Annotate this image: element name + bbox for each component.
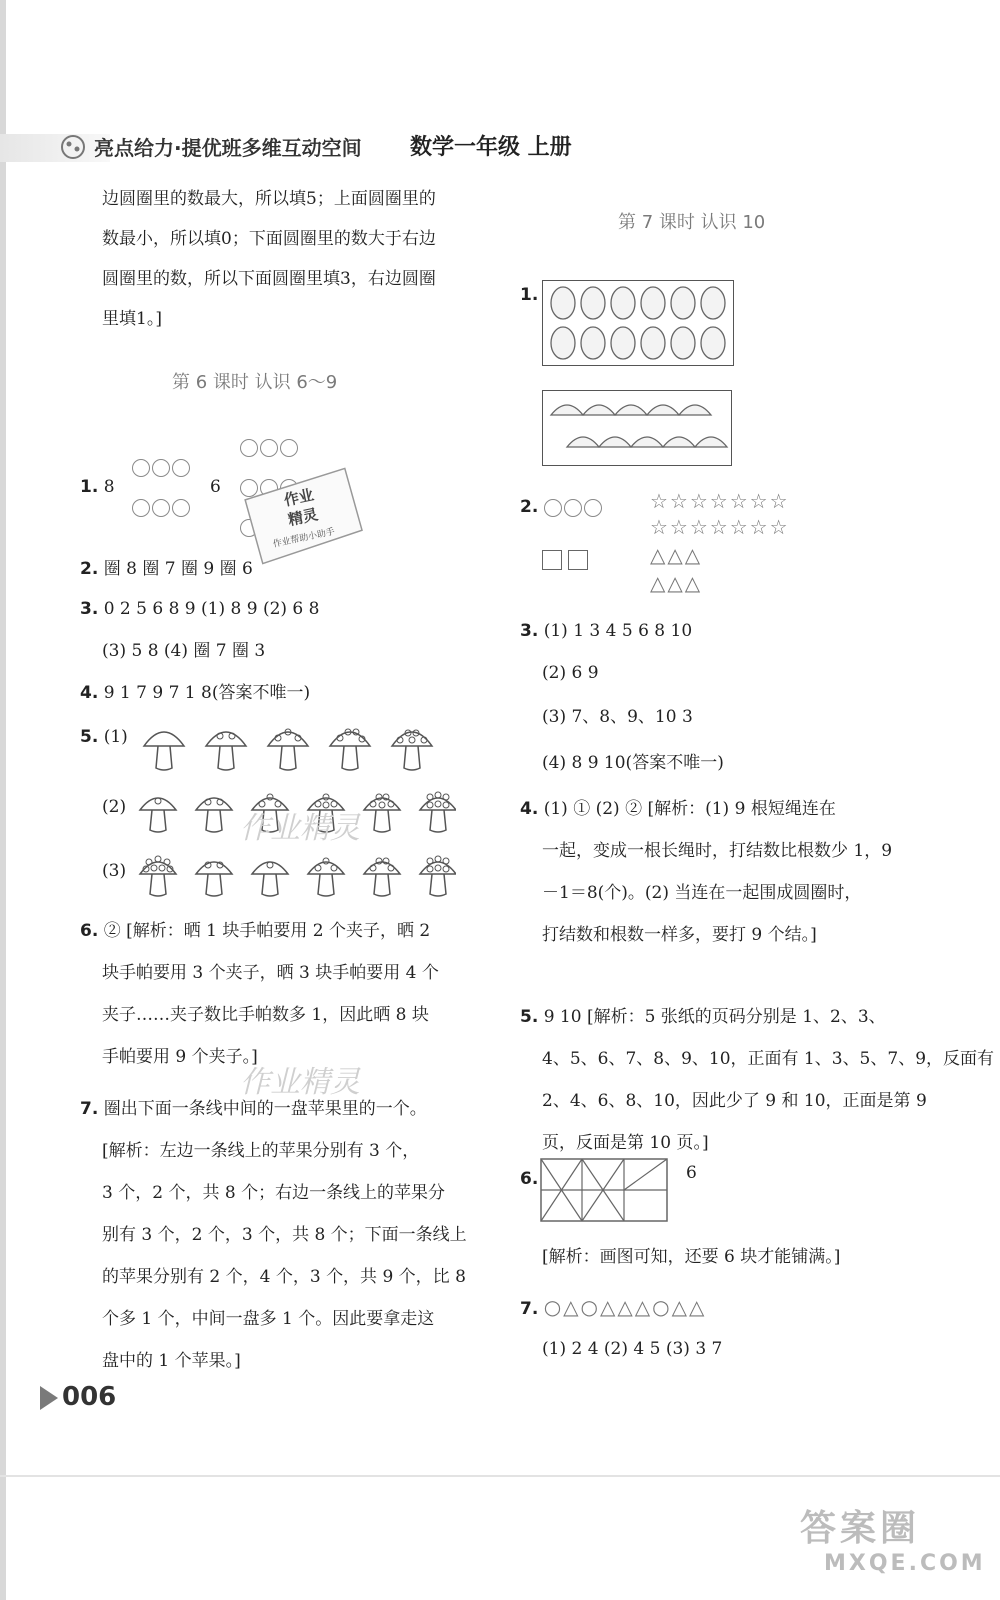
question-number: 1. xyxy=(520,285,539,305)
triangles-row: △△△ xyxy=(650,571,703,595)
watermark-url: MXQE.COM xyxy=(824,1551,986,1576)
brand-logo-icon xyxy=(58,132,88,162)
stars-row: ☆☆☆☆☆☆☆ xyxy=(650,515,790,539)
circle-icon xyxy=(172,499,190,517)
q6-line: 手帕要用 9 个夹子。] xyxy=(102,1047,258,1067)
q3-line1 xyxy=(80,598,319,620)
stamp-text: 精灵 xyxy=(286,505,320,530)
question-number: 5. xyxy=(520,1007,539,1027)
question-number: 4. xyxy=(520,799,539,819)
r-q7 xyxy=(520,1296,706,1320)
r-q3-text: (1) 1 3 4 5 6 8 10 xyxy=(543,621,693,641)
intro-line: 圆圈里的数，所以下面圆圈里填3，右边圆圈 xyxy=(102,269,436,289)
circle-icon xyxy=(152,499,170,517)
q5-part-label: (1) xyxy=(103,727,128,747)
mushroom-icon xyxy=(364,794,400,832)
intro-line: 数最小，所以填0；下面圆圈里的数大于右边 xyxy=(102,229,436,249)
q6-line: 夹子……夹子数比手帕数多 1，因此晒 8 块 xyxy=(102,1005,429,1025)
header-subject: 数学一年级 上册 xyxy=(410,135,572,160)
q7-line: [解析：左边一条线上的苹果分别有 3 个， xyxy=(102,1141,420,1161)
r-q5-line: 4、5、6、7、8、9、10，正面有 1、3、5、7、9，反面有 xyxy=(542,1049,995,1069)
question-number: 3. xyxy=(80,599,99,619)
page-number xyxy=(40,1382,116,1412)
mushroom-icon xyxy=(140,856,176,896)
squares-row xyxy=(542,548,594,570)
r-q3-line xyxy=(520,620,692,642)
question-number: 3. xyxy=(520,621,539,641)
q7-line: 盘中的 1 个苹果。] xyxy=(102,1351,241,1371)
mushroom-icon xyxy=(206,732,246,770)
intro-line: 里填1。] xyxy=(102,309,162,329)
r-q4-line: －1＝8(个)。(2) 当连在一起围成圆圈时， xyxy=(542,883,862,903)
pepper-box xyxy=(542,280,734,366)
mushroom-icon xyxy=(252,862,288,896)
q4 xyxy=(80,682,310,704)
r-q2 xyxy=(520,496,604,518)
q1-answer-a: 8 xyxy=(103,477,115,497)
watermark-title: 答案圈 xyxy=(800,1508,921,1549)
q5-part2: (2) xyxy=(102,797,127,817)
mushroom-icon xyxy=(420,792,456,832)
shapes-row: ○△○△△△○△△ xyxy=(543,1295,707,1319)
r-q5-line xyxy=(520,1006,886,1028)
circle-icon xyxy=(544,499,562,517)
mushroom-icon xyxy=(308,858,344,896)
pepper-group xyxy=(543,281,733,365)
question-number: 5. xyxy=(80,727,99,747)
mushroom-icon xyxy=(268,729,308,770)
question-number: 4. xyxy=(80,683,99,703)
q7-line: 的苹果分别有 2 个，4 个，3 个，共 9 个，比 8 xyxy=(102,1267,466,1287)
square-icon xyxy=(568,550,588,570)
r-q4-line: 一起，变成一根长绳时，打结数比根数少 1，9 xyxy=(542,841,893,861)
r-q6-answer: 6 xyxy=(686,1163,697,1183)
question-number: 6. xyxy=(80,921,99,941)
q1-answer-b: 6 xyxy=(210,477,221,497)
r-q4-line: 打结数和根数一样多，要打 9 个结。] xyxy=(542,925,817,945)
q5-part1 xyxy=(80,726,128,748)
q3-answer: 0 2 5 6 8 9 (1) 8 9 (2) 6 8 xyxy=(103,599,320,619)
circle-icon xyxy=(132,459,150,477)
mushroom-icon xyxy=(144,732,184,770)
question-number: 2. xyxy=(80,559,99,579)
mushroom-group xyxy=(543,391,731,465)
faint-watermark: 作业精灵 xyxy=(240,1065,360,1100)
mushroom-icon xyxy=(420,856,456,896)
q3-line2: (3) 5 8 (4) 圈 7 圈 3 xyxy=(102,641,266,661)
circle-icon xyxy=(584,499,602,517)
q7-line: 别有 3 个，2 个，3 个，共 8 个；下面一条线上 xyxy=(102,1225,467,1245)
question-number: 7. xyxy=(80,1099,99,1119)
mushroom-icon xyxy=(196,798,232,832)
mushroom-icon xyxy=(364,858,400,896)
circle-icon xyxy=(280,439,298,457)
q7-line xyxy=(80,1098,427,1120)
page-number-text: 006 xyxy=(62,1382,117,1412)
circle-icon xyxy=(240,439,258,457)
question-number: 2. xyxy=(520,497,539,517)
r-q7-answer: (1) 2 4 (2) 4 5 (3) 3 7 xyxy=(542,1339,723,1359)
mushroom-icon xyxy=(392,730,432,770)
r-q5-text: 9 10 [解析：5 张纸的页码分别是 1、2、3、 xyxy=(543,1007,886,1027)
q7-line: 3 个，2 个，共 8 个；右边一条线上的苹果分 xyxy=(102,1183,446,1203)
q2-answer: 圈 8 圈 7 圈 9 圈 6 xyxy=(103,559,253,579)
r-q6-note: [解析：画图可知，还要 6 块才能铺满。] xyxy=(542,1247,841,1267)
mushroom-row-3 xyxy=(136,848,456,904)
q7-text: 圈出下面一条线中间的一盘苹果里的一个。 xyxy=(103,1099,427,1119)
circles-row xyxy=(132,496,192,518)
question-number: 1. xyxy=(80,477,99,497)
stamp-text: 作业 xyxy=(282,485,316,510)
circle-icon xyxy=(564,499,582,517)
header-brand: 亮点给力·提优班多维互动空间 xyxy=(94,136,362,160)
r-q4-text: (1) ① (2) ② [解析：(1) 9 根短绳连在 xyxy=(543,799,836,819)
r-q1 xyxy=(520,284,538,306)
circle-icon xyxy=(260,439,278,457)
r-q3-line: (3) 7、8、9、10 3 xyxy=(542,707,693,727)
circle-icon xyxy=(132,499,150,517)
triangles-row: △△△ xyxy=(650,543,703,567)
q6-line: 块手帕要用 3 个夹子，晒 3 块手帕要用 4 个 xyxy=(102,963,439,983)
circles-row xyxy=(240,436,300,458)
q7-line: 个多 1 个，中间一盘多 1 个。因此要拿走这 xyxy=(102,1309,435,1329)
mushroom-row-1 xyxy=(136,718,436,774)
page-header xyxy=(0,128,1000,168)
square-icon xyxy=(542,550,562,570)
circle-icon xyxy=(172,459,190,477)
q2 xyxy=(80,558,253,580)
r-q5-line: 2、4、6、8、10，因此少了 9 和 10，正面是第 9 xyxy=(542,1091,927,1111)
faint-watermark: 作业精灵 xyxy=(240,811,360,846)
q6-line xyxy=(80,920,430,942)
circle-icon xyxy=(152,459,170,477)
q1-left xyxy=(80,476,115,498)
lesson-title-6: 第 6 课时 认识 6～9 xyxy=(172,372,338,393)
mushroom-icon xyxy=(196,862,232,896)
q6-text: ② [解析：晒 1 块手帕要用 2 个夹子，晒 2 xyxy=(103,921,431,941)
mushroom-icon xyxy=(330,729,370,770)
r-q5-line: 页，反面是第 10 页。] xyxy=(542,1133,709,1153)
bottom-rule xyxy=(0,1475,1000,1477)
mushroom-icon xyxy=(140,798,176,832)
stars-row: ☆☆☆☆☆☆☆ xyxy=(650,489,790,513)
r-q4-line xyxy=(520,798,836,820)
question-number: 7. xyxy=(520,1299,539,1319)
stamp-text: 作业帮助小助手 xyxy=(272,527,336,550)
page-edge xyxy=(0,0,6,1600)
site-watermark xyxy=(800,1500,986,1576)
q4-answer: 9 1 7 9 7 1 8(答案不唯一) xyxy=(103,683,311,703)
r-q3-line: (2) 6 9 xyxy=(542,663,599,683)
circles-row xyxy=(132,456,192,478)
intro-line: 边圆圈里的数最大，所以填5；上面圆圈里的 xyxy=(102,189,436,209)
r-q6 xyxy=(520,1168,538,1190)
mushroom-box xyxy=(542,390,732,466)
question-number: 6. xyxy=(520,1169,539,1189)
q5-part3: (3) xyxy=(102,861,127,881)
lesson-title-7: 第 7 课时 认识 10 xyxy=(618,212,766,233)
page-arrow-icon xyxy=(40,1386,58,1410)
r-q3-line: (4) 8 9 10(答案不唯一) xyxy=(542,753,724,773)
tile-diagram xyxy=(540,1158,670,1224)
